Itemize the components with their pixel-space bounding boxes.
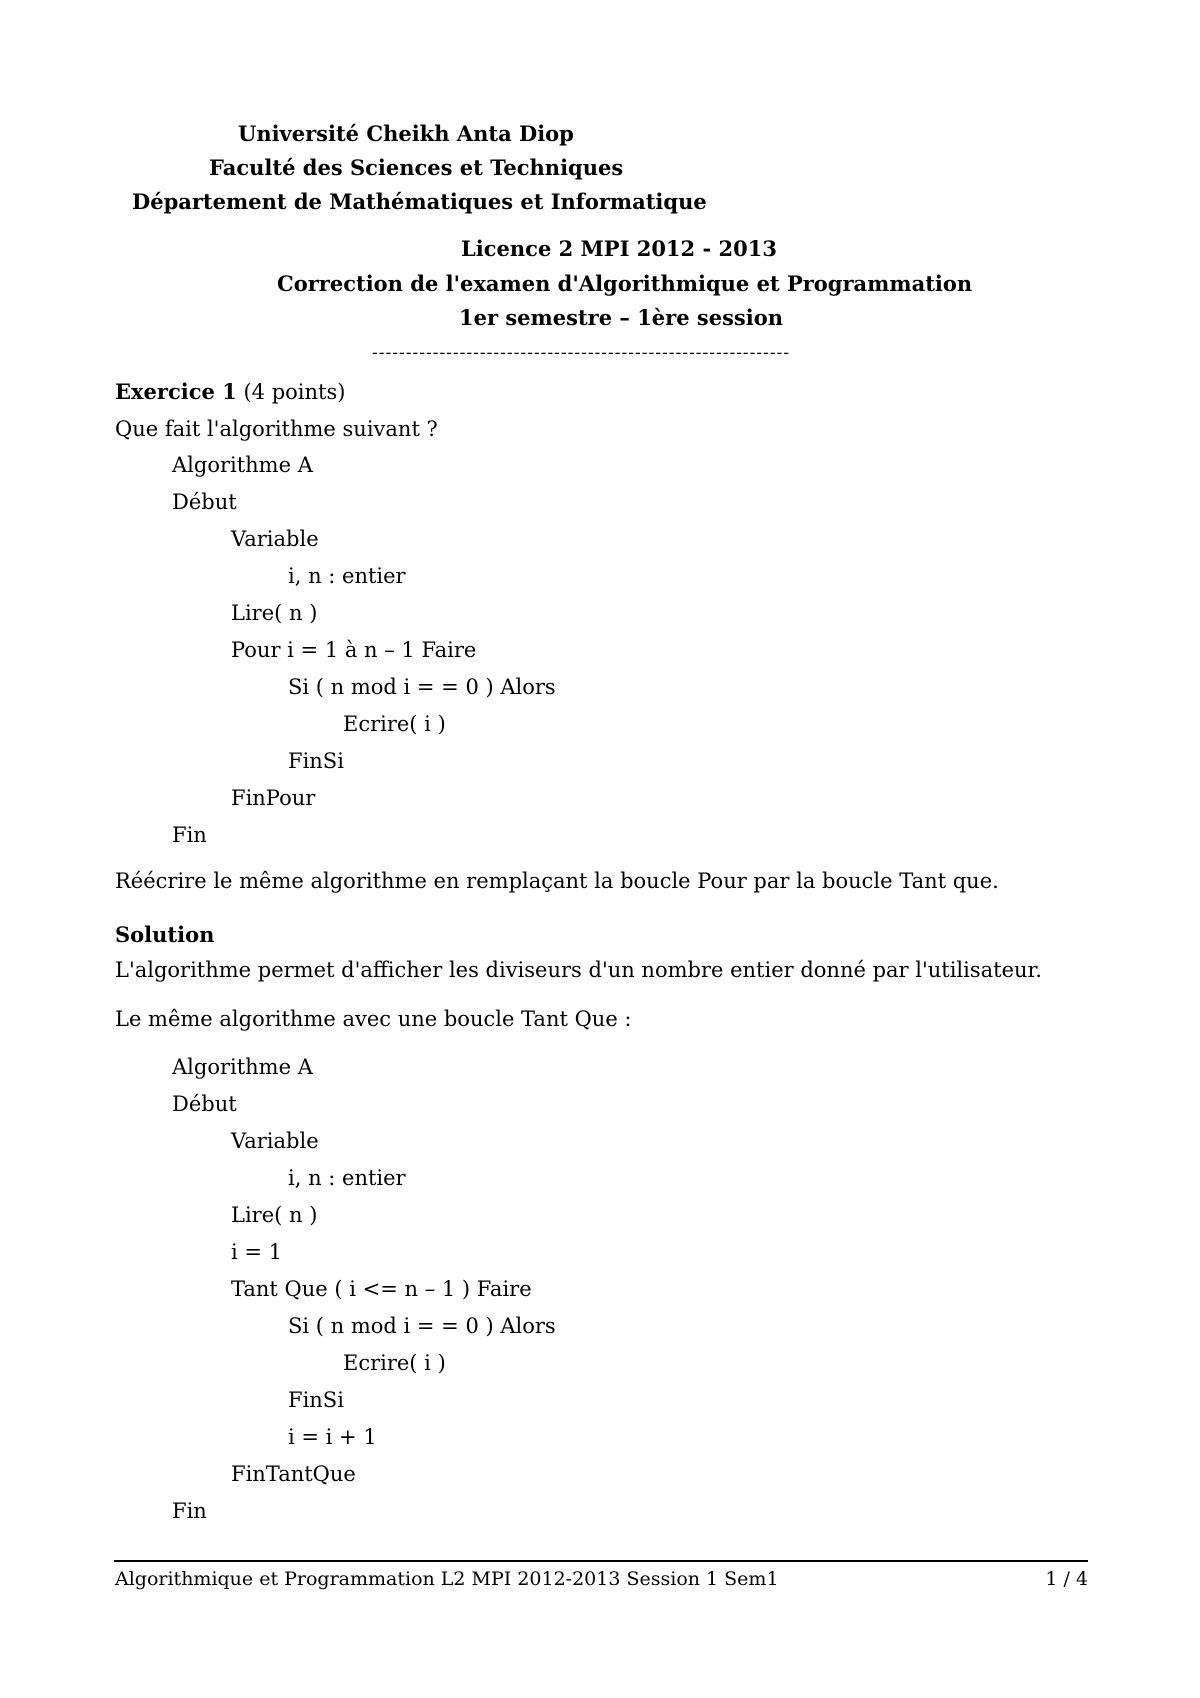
exam-title: Correction de l'examen d'Algorithmique et Programmation (277, 271, 973, 296)
solution-algo-line: i, n : entier (288, 1166, 406, 1190)
solution-algo-line: FinTantQue (231, 1462, 356, 1486)
solution-algo-line: FinSi (288, 1388, 344, 1412)
page-number: 1 / 4 (1045, 1568, 1088, 1590)
solution-text: L'algorithme permet d'afficher les diviseurs d'un nombre entier donné par l'utilisateur. (115, 958, 1042, 982)
algo-line: Si ( n mod i = = 0 ) Alors (288, 675, 556, 699)
department-name: Département de Mathématiques et Informatique (132, 189, 707, 214)
semester-title: 1er semestre – 1ère session (459, 305, 783, 330)
solution-algo-line: Algorithme A (172, 1055, 313, 1079)
algo-line: FinPour (231, 786, 316, 810)
algo-line: i, n : entier (288, 564, 406, 588)
exercise-question: Que fait l'algorithme suivant ? (115, 417, 438, 441)
exercise-number: Exercice 1 (115, 379, 237, 404)
exercise-instruction: Réécrire le même algorithme en remplaçant la boucle Pour par la boucle Tant que. (115, 869, 999, 893)
faculty-name: Faculté des Sciences et Techniques (209, 155, 624, 180)
algo-line: Début (172, 490, 237, 514)
solution-algo-line: Si ( n mod i = = 0 ) Alors (288, 1314, 556, 1338)
separator-line: -------------------------------------------------------------- (372, 343, 791, 363)
solution-algo-line: Début (172, 1092, 237, 1116)
algo-line: Algorithme A (172, 453, 313, 477)
solution-algo-line: Tant Que ( i <= n – 1 ) Faire (231, 1277, 532, 1301)
algo-line: Pour i = 1 à n – 1 Faire (231, 638, 477, 662)
footer-rule (114, 1560, 1088, 1562)
algo-line: FinSi (288, 749, 344, 773)
algo-line: Ecrire( i ) (343, 712, 446, 736)
licence-title: Licence 2 MPI 2012 - 2013 (461, 236, 777, 261)
solution-algo-line: Variable (231, 1129, 319, 1153)
algo-line: Fin (172, 823, 207, 847)
university-name: Université Cheikh Anta Diop (238, 121, 574, 146)
exercise-title (115, 379, 345, 405)
algo-line: Variable (231, 527, 319, 551)
solution-title: Solution (115, 922, 215, 947)
solution-algo-line: i = 1 (231, 1240, 283, 1264)
solution-algo-line: i = i + 1 (288, 1425, 377, 1449)
solution-algo-line: Fin (172, 1499, 207, 1523)
footer-course: Algorithmique et Programmation L2 MPI 2012-2013 Session 1 Sem1 (115, 1568, 779, 1590)
solution-algo-line: Lire( n ) (231, 1203, 318, 1227)
exercise-points: (4 points) (236, 380, 346, 404)
algo-line: Lire( n ) (231, 601, 318, 625)
solution-algo-line: Ecrire( i ) (343, 1351, 446, 1375)
solution-intro: Le même algorithme avec une boucle Tant Que : (115, 1007, 632, 1031)
